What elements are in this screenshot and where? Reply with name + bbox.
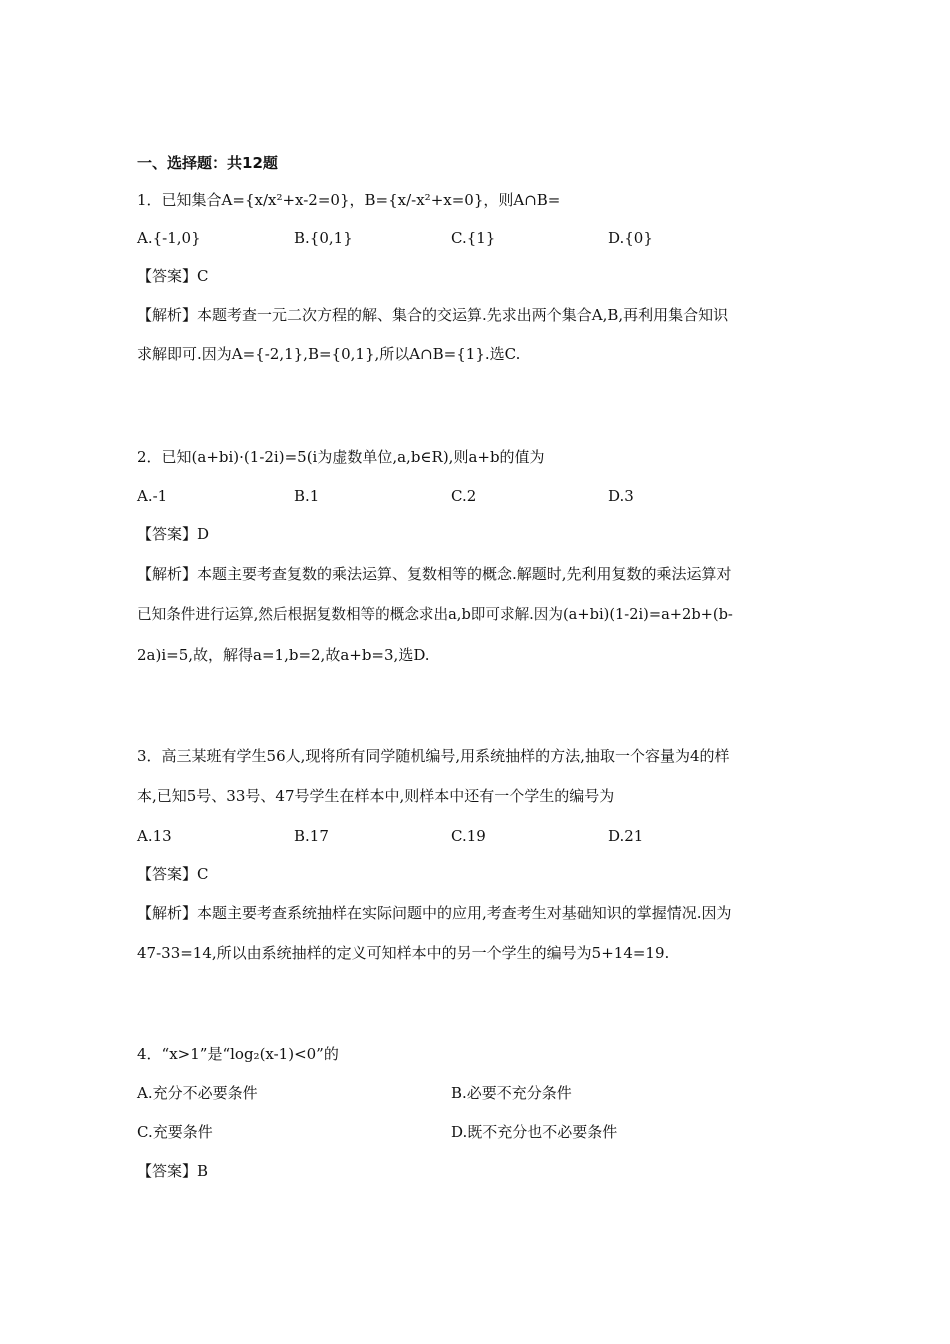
question-4-option-a: A.充分不必要条件 [137,1084,258,1102]
question-2-option-c: C.2 [451,487,477,505]
question-1-analysis-line-1 [137,305,728,325]
answer-label: 【答案】 [137,1162,198,1180]
question-1-option-b: B.{0,1} [294,229,353,247]
question-3-stem-line-1: 3．高三某班有学生56人,现将所有同学随机编号,用系统抽样的方法,抽取一个容量为4的样 [137,747,730,765]
question-3-answer [137,864,209,884]
answer-label: 【答案】 [137,525,198,543]
analysis-text: 本题考查一元二次方程的解、集合的交运算.先求出两个集合A,B,再利用集合知识 [197,306,729,324]
question-3-analysis-line-2: 47-33=14,所以由系统抽样的定义可知样本中的另一个学生的编号为5+14=19. [137,944,670,962]
answer-value: D [197,525,210,543]
question-3-analysis-line-1 [137,903,732,923]
question-3-option-c: C.19 [451,827,486,845]
question-2-answer [137,524,209,544]
analysis-label: 【解析】 [137,565,198,583]
question-2-option-a: A.-1 [137,487,168,505]
answer-label: 【答案】 [137,865,198,883]
section-title: 一、选择题：共12题 [137,154,278,172]
question-3-stem-line-2: 本,已知5号、33号、47号学生在样本中,则样本中还有一个学生的编号为 [137,787,615,805]
question-2-analysis-line-3: 2a)i=5,故，解得a=1,b=2,故a+b=3,选D. [137,646,430,664]
question-4-option-c: C.充要条件 [137,1123,213,1141]
analysis-label: 【解析】 [137,306,198,324]
question-3-option-b: B.17 [294,827,329,845]
answer-value: C [197,865,209,883]
question-1-answer [137,266,209,286]
question-1-analysis-line-2: 求解即可.因为A={-2,1},B={0,1},所以A∩B={1}.选C. [137,345,521,363]
question-1-option-c: C.{1} [451,229,496,247]
analysis-text: 本题主要考查系统抽样在实际问题中的应用,考查考生对基础知识的掌握情况.因为 [197,904,732,922]
question-4-answer [137,1161,208,1181]
answer-label: 【答案】 [137,267,198,285]
question-4-stem: 4．“x>1”是“log₂(x-1)<0”的 [137,1045,339,1063]
analysis-text: 本题主要考查复数的乘法运算、复数相等的概念.解题时,先利用复数的乘法运算对 [197,565,732,583]
question-1-option-a: A.{-1,0} [137,229,201,247]
question-1-option-d: D.{0} [608,229,653,247]
question-2-analysis-line-1 [137,564,732,584]
question-4-option-b: B.必要不充分条件 [451,1084,572,1102]
answer-value: C [197,267,209,285]
question-2-option-d: D.3 [608,487,634,505]
analysis-label: 【解析】 [137,904,198,922]
answer-value: B [197,1162,209,1180]
question-3-option-a: A.13 [137,827,172,845]
question-1-stem: 1．已知集合A={x/x²+x-2=0}，B={x/-x²+x=0}，则A∩B= [137,191,561,209]
question-4-option-d: D.既不充分也不必要条件 [451,1123,618,1141]
question-2-option-b: B.1 [294,487,320,505]
question-2-stem: 2．已知(a+bi)·(1-2i)=5(i为虚数单位,a,b∈R),则a+b的值为 [137,448,545,466]
question-2-analysis-line-2: 已知条件进行运算,然后根据复数相等的概念求出a,b即可求解.因为(a+bi)(1-2i)=a+2b+(b- [137,606,733,623]
question-3-option-d: D.21 [608,827,644,845]
